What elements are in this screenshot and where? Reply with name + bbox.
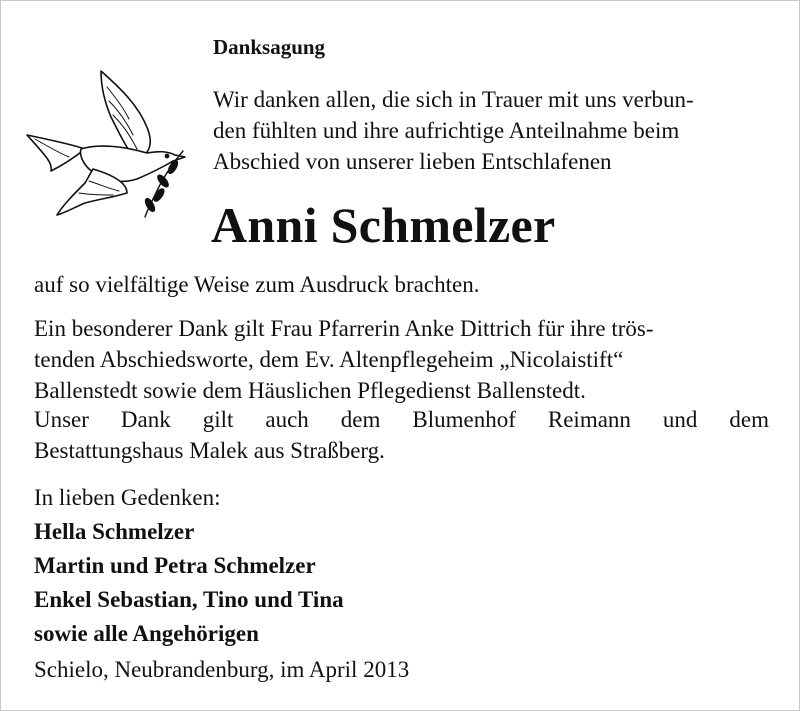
intro-line: Wir danken allen, die sich in Trauer mit uns verbun- (213, 87, 694, 112)
signatory: Martin und Petra Schmelzer (34, 553, 316, 578)
intro-paragraph (213, 84, 769, 177)
deceased-name: Anni Schmelzer (211, 197, 556, 253)
signatory: sowie alle Angehörigen (34, 621, 259, 646)
intro-line: Abschied von unserer lieben Entschlafenen (213, 149, 612, 174)
signatory: Enkel Sebastian, Tino und Tina (34, 587, 344, 612)
thanks-line: Ein besonderer Dank gilt Frau Pfarrerin Anke Dittrich für ihre trös- (34, 316, 654, 341)
continuation-text: auf so vielfältige Weise zum Ausdruck brachten. (34, 272, 480, 297)
dove-with-olive-branch-icon (23, 67, 195, 219)
thanks-line: Unser Dank gilt auch dem Blumenhof Reimann und dem (34, 407, 769, 432)
memory-intro: In lieben Gedenken: (34, 485, 221, 510)
thanks-line: Ballenstedt sowie dem Häuslichen Pflegedienst Ballenstedt. (34, 378, 586, 403)
thanks-line: tenden Abschiedsworte, dem Ev. Altenpflegeheim „Nicolaistift“ (34, 347, 624, 372)
notice-heading: Danksagung (213, 35, 326, 59)
thanks-line: Bestattungshaus Malek aus Straßberg. (34, 438, 385, 463)
intro-line: den fühlten und ihre aufrichtige Anteilnahme beim (213, 118, 680, 143)
signatory: Hella Schmelzer (34, 519, 195, 544)
signatures-block (34, 482, 344, 652)
thanks-paragraph (34, 313, 769, 406)
further-thanks-paragraph (34, 404, 769, 466)
place-and-date: Schielo, Neubrandenburg, im April 2013 (34, 657, 410, 682)
